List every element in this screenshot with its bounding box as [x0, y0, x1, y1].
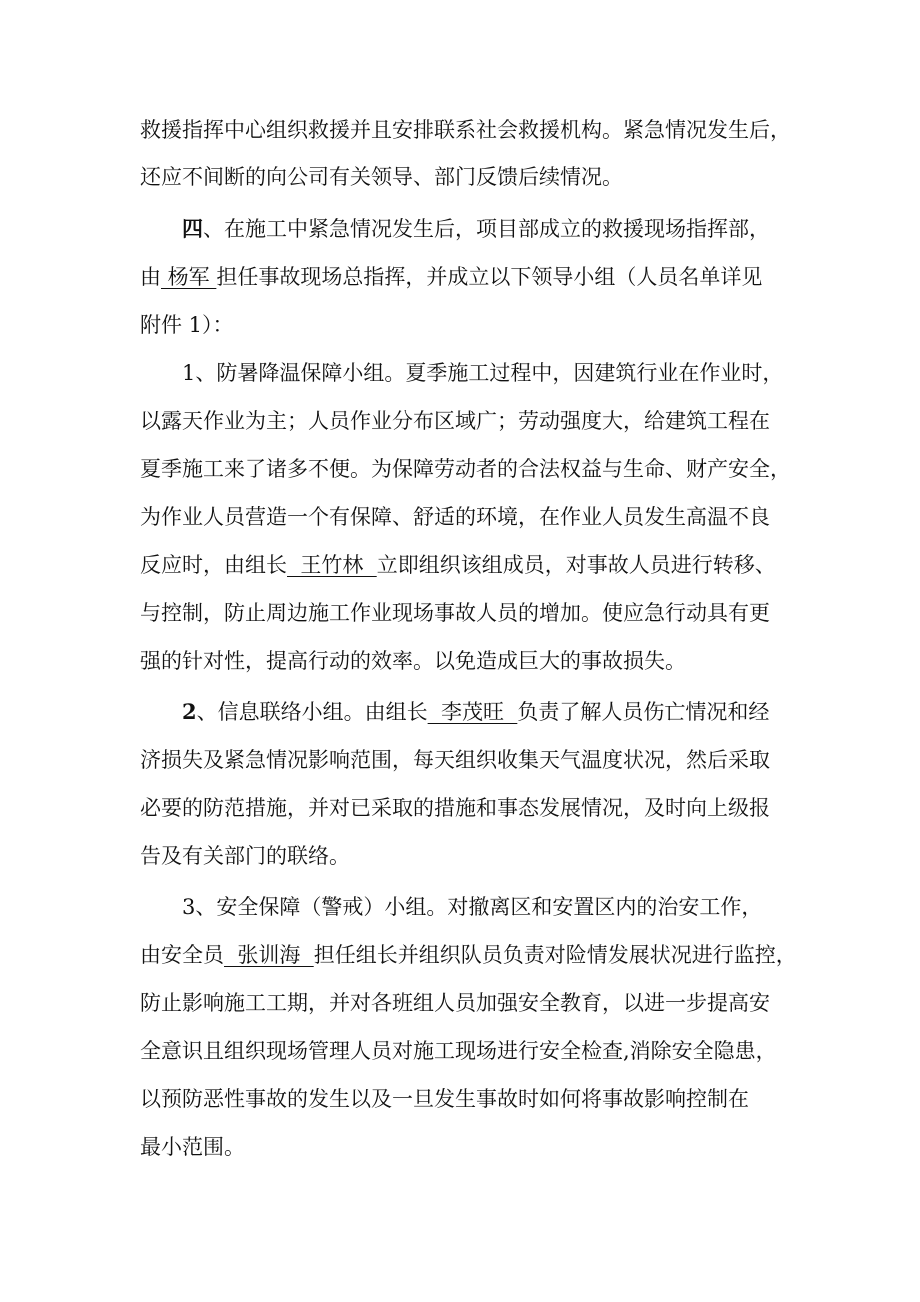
text-run: 与控制，防止周边施工作业现场事故人员的增加。使应急行动具有更: [140, 601, 770, 625]
text-line: [140, 257, 762, 297]
text-line: [140, 545, 776, 585]
text-line: [140, 593, 770, 633]
text-run: 由安全员: [140, 943, 224, 967]
text-line: [140, 497, 770, 537]
text-run: 附件 1）：: [140, 313, 234, 337]
text-run: 济损失及紧急情况影响范围，每天组织收集天气温度状况，然后采取: [140, 748, 770, 772]
section-number: 2: [182, 699, 197, 724]
text-run: 防止影响施工工期，并对各班组人员加强安全教育，以进一步提高安: [140, 991, 770, 1015]
text-line: [140, 157, 623, 197]
leader-name: 李茂旺: [427, 700, 518, 724]
text-run: 、在施工中紧急情况发生后，项目部成立的救援现场指挥部，: [203, 217, 770, 241]
text-line: [140, 641, 686, 681]
text-line: [182, 353, 783, 393]
text-run: 告及有关部门的联络。: [140, 844, 350, 868]
text-run: 负责了解人员伤亡情况和经: [517, 700, 770, 724]
text-line: [140, 983, 770, 1023]
text-run: 1、防暑降温保障小组。夏季施工过程中，因建筑行业在作业时，: [182, 361, 784, 385]
text-run: 全意识且组织现场管理人员对施工现场进行安全检查,消除安全隐患，: [140, 1039, 777, 1063]
text-run: 、信息联络小组。由组长: [196, 700, 428, 724]
text-line: [140, 788, 770, 828]
text-line: [140, 401, 770, 441]
leader-name: 张训海: [224, 943, 314, 967]
text-run: 强的针对性，提高行动的效率。以免造成巨大的事故损失。: [140, 649, 686, 673]
text-run: 由: [140, 265, 161, 289]
text-run: 立即组织该组成员，对事故人员进行转移、: [376, 553, 776, 577]
text-run: 夏季施工来了诸多不便。为保障劳动者的合法权益与生命、财产安全，: [140, 457, 791, 481]
text-run: 最小范围。: [140, 1135, 245, 1159]
text-line: [140, 110, 791, 150]
text-line: [140, 836, 350, 876]
text-line: [182, 209, 770, 249]
text-line: [140, 935, 797, 975]
text-line: [140, 1127, 245, 1167]
text-line: [182, 692, 769, 732]
commander-name: 杨军: [161, 265, 217, 289]
text-run: 以预防恶性事故的发生以及一旦发生事故时如何将事故影响控制在: [140, 1087, 749, 1111]
text-run: 以露天作业为主；人员作业分布区域广；劳动强度大，给建筑工程在: [140, 409, 770, 433]
text-run: 担任组长并组织队员负责对险情发展状况进行监控，: [313, 943, 797, 967]
leader-name: 王竹林: [287, 553, 377, 577]
section-number: 四: [182, 216, 203, 241]
text-run: 担任事故现场总指挥，并成立以下领导小组（人员名单详见: [216, 265, 763, 289]
text-line: [140, 1031, 777, 1071]
text-line: [140, 1079, 749, 1119]
text-run: 反应时，由组长: [140, 553, 287, 577]
text-run: 救援指挥中心组织救援并且安排联系社会救援机构。紧急情况发生后，: [140, 118, 791, 142]
text-run: 还应不间断的向公司有关领导、部门反馈后续情况。: [140, 165, 623, 189]
text-run: 必要的防范措施，并对已采取的措施和事态发展情况，及时向上级报: [140, 796, 770, 820]
text-line: [140, 740, 770, 780]
text-run: 为作业人员营造一个有保障、舒适的环境，在作业人员发生高温不良: [140, 505, 770, 529]
text-line: [140, 305, 234, 345]
text-line: [182, 887, 762, 927]
text-line: [140, 449, 791, 489]
text-run: 3、安全保障（警戒）小组。对撤离区和安置区内的治安工作，: [182, 895, 763, 919]
